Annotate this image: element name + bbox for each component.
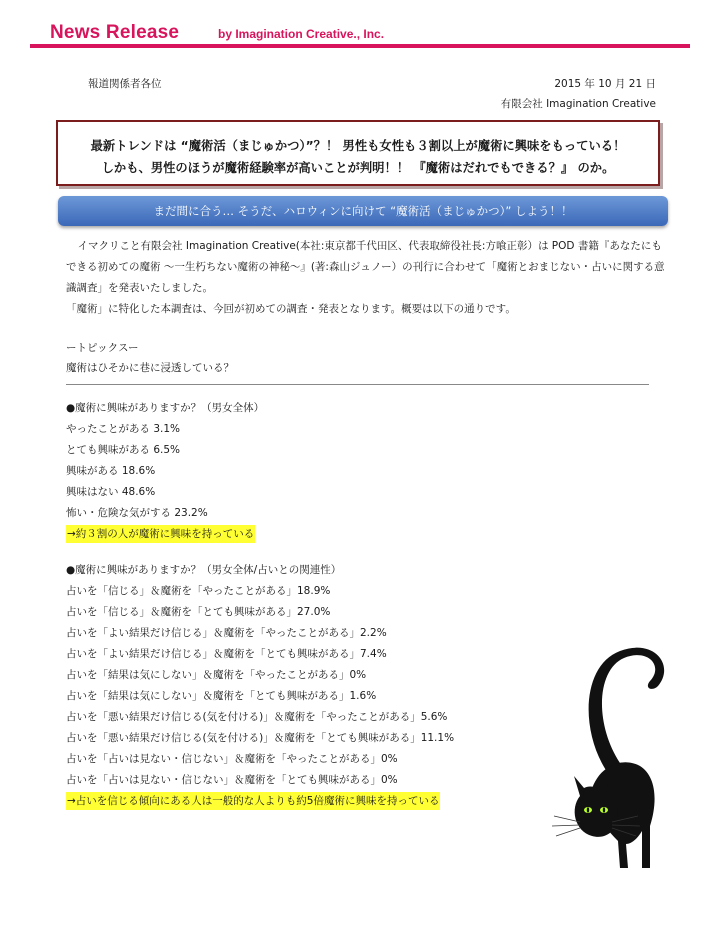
black-cat-icon bbox=[540, 626, 680, 876]
survey-2-item: 占いを「占いは見ない・信じない」＆魔術を「とても興味がある」0% bbox=[66, 774, 398, 786]
survey-1-conclusion: →約３割の人が魔術に興味を持っている bbox=[66, 525, 255, 543]
survey-2-item: 占いを「よい結果だけ信じる」＆魔術を「とても興味がある」7.4% bbox=[66, 648, 387, 660]
headline-box bbox=[56, 120, 660, 186]
survey-2-item: 占いを「悪い結果だけ信じる(気を付ける)」＆魔術を「やったことがある」5.6% bbox=[66, 711, 448, 723]
header-title: News Release bbox=[50, 22, 180, 43]
survey-1-item: 怖い・危険な気がする 23.2% bbox=[66, 507, 208, 519]
intro-paragraph-2: 「魔術」に特化した本調査は、今回が初めての調査・発表となります。概要は以下の通りです。 bbox=[66, 303, 516, 315]
intro-paragraph-1: イマクリこと有限会社 Imagination Creative(本社:東京都千代田区、代表取締役社長:方喰正彰）は POD 書籍『あなたにもできる初めての魔術 ～一生朽ちない魔術の神秘～』(著:森山ジュノー）の刊行に合わせて「魔術とおまじない・占いに関する意識調査」を発表いたしました。 bbox=[66, 240, 665, 294]
survey-1 bbox=[66, 398, 264, 545]
survey-2-conclusion: →占いを信じる傾向にある人は一般的な人よりも約5倍魔術に興味を持っている bbox=[66, 792, 440, 810]
survey-2-item: 占いを「悪い結果だけ信じる(気を付ける)」＆魔術を「とても興味がある」11.1% bbox=[66, 732, 455, 744]
survey-1-item: やったことがある 3.1% bbox=[66, 423, 181, 435]
intro-text bbox=[66, 236, 666, 320]
survey-2 bbox=[66, 560, 454, 812]
survey-2-item: 占いを「占いは見ない・信じない」＆魔術を「やったことがある」0% bbox=[66, 753, 398, 765]
survey-1-item: 興味がある 18.6% bbox=[66, 465, 156, 477]
headline-line-2: しかも、男性のほうが魔術経験率が高いことが判明！！ 『魔術はだれでもできる？』 のか。 bbox=[101, 161, 615, 175]
addressee: 報道関係者各位 bbox=[88, 78, 162, 90]
survey-2-item: 占いを「信じる」＆魔術を「やったことがある」18.9% bbox=[66, 585, 331, 597]
release-date: 2015 年 10 月 21 日 bbox=[554, 78, 656, 90]
topics-question: 魔術はひそかに巷に浸透している？ bbox=[66, 362, 234, 374]
news-release-header bbox=[30, 10, 690, 50]
survey-1-heading: ●魔術に興味がありますか？（男女全体） bbox=[66, 402, 265, 414]
header-company-byline: by Imagination Creative., Inc. bbox=[218, 27, 385, 41]
survey-1-item: 興味はない 48.6% bbox=[66, 486, 156, 498]
survey-2-item: 占いを「結果は気にしない」＆魔術を「とても興味がある」1.6% bbox=[66, 690, 377, 702]
survey-2-item: 占いを「結果は気にしない」＆魔術を「やったことがある」0% bbox=[66, 669, 367, 681]
subheadline-banner bbox=[58, 196, 668, 226]
header-divider bbox=[30, 44, 690, 48]
banner-text: まだ間に合う… そうだ、ハロウィンに向けて “魔術活（まじゅかつ）” しよう！！ bbox=[153, 204, 573, 218]
survey-2-item: 占いを「よい結果だけ信じる」＆魔術を「やったことがある」2.2% bbox=[66, 627, 387, 639]
topics-label: ートピックスー bbox=[66, 342, 139, 354]
section-divider bbox=[66, 384, 649, 385]
headline-line-1: 最新トレンドは “魔術活（まじゅかつ）”？！ 男性も女性も３割以上が魔術に興味をもっている！ bbox=[90, 139, 626, 153]
survey-2-heading: ●魔術に興味がありますか？（男女全体/占いとの関連性） bbox=[66, 564, 342, 576]
survey-1-item: とても興味がある 6.5% bbox=[66, 444, 181, 456]
survey-2-item: 占いを「信じる」＆魔術を「とても興味がある」27.0% bbox=[66, 606, 331, 618]
issuing-company: 有限会社 Imagination Creative bbox=[500, 98, 656, 110]
